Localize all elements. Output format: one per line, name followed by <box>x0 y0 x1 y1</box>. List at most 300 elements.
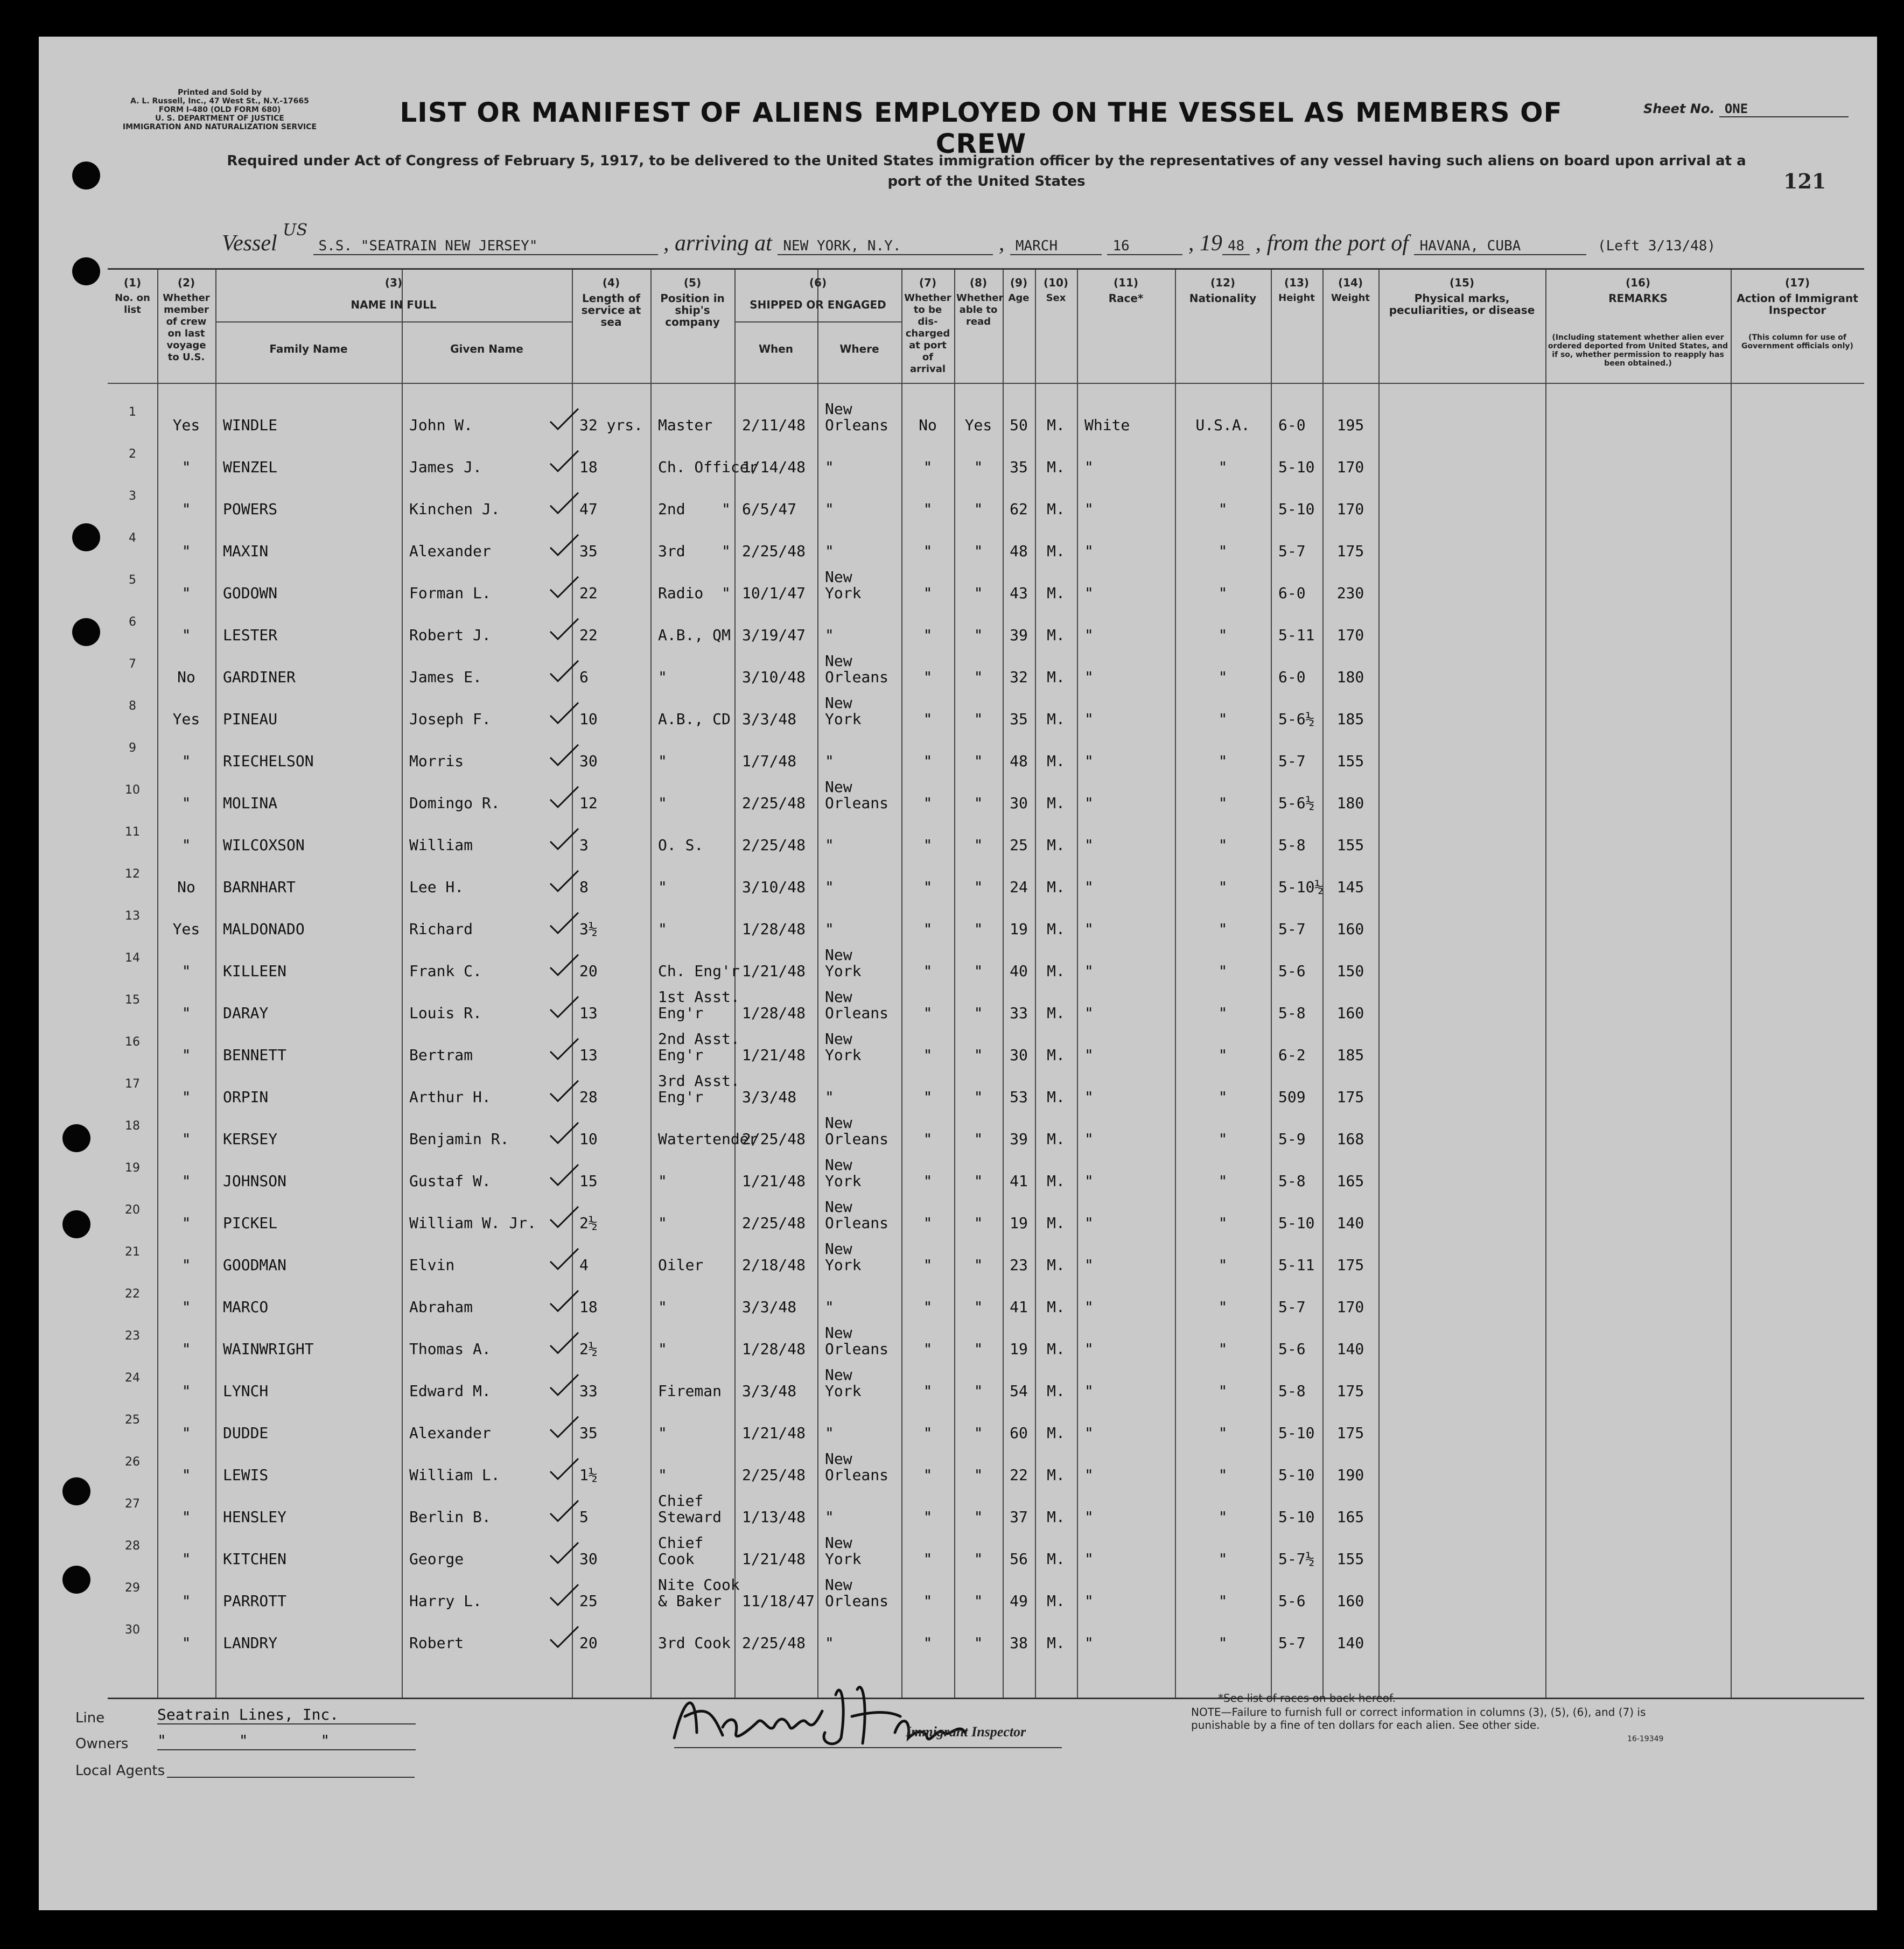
cell-height: 5-8 <box>1278 836 1306 854</box>
cell-given: Forman L. <box>409 584 491 602</box>
cell-race: " <box>1084 584 1094 602</box>
cell-nat: " <box>1218 626 1228 644</box>
cell-when: 1/7/48 <box>742 752 797 770</box>
cell-family: POWERS <box>223 500 278 518</box>
cell-prev: " <box>181 1088 191 1106</box>
cell-sex: M. <box>1047 500 1065 518</box>
column-number: (8) <box>969 276 988 289</box>
cell-read: " <box>974 1466 983 1484</box>
cell-where: New York <box>825 1156 862 1190</box>
cell-weight: 175 <box>1336 1382 1364 1400</box>
cell-height: 5-8 <box>1278 1382 1306 1400</box>
cell-when: 6/5/47 <box>742 500 797 518</box>
column-header: No. on list <box>115 292 150 316</box>
cell-race: " <box>1084 1214 1094 1232</box>
cell-height: 6-0 <box>1278 416 1306 434</box>
cell-service: 2½ <box>579 1214 598 1232</box>
imprint-line: A. L. Russell, Inc., 47 West St., N.Y.-17665 <box>130 97 309 106</box>
cell-weight: 170 <box>1336 500 1364 518</box>
cell-given: William W. Jr. <box>409 1214 537 1232</box>
cell-family: WILCOXSON <box>223 836 305 854</box>
cell-disch: " <box>923 1298 933 1316</box>
cell-age: 48 <box>1010 752 1028 770</box>
page-number: 121 <box>1783 169 1826 193</box>
check-mark-icon <box>548 1161 580 1188</box>
cell-given: Domingo R. <box>409 794 500 812</box>
row-number: 14 <box>125 951 140 965</box>
cell-when: 3/10/48 <box>742 668 806 686</box>
cell-service: 3½ <box>579 920 598 938</box>
cell-nat: " <box>1218 584 1228 602</box>
cell-disch: " <box>923 920 933 938</box>
cell-family: PICKEL <box>223 1214 278 1232</box>
vessel-label: Vessel <box>222 231 277 256</box>
cell-age: 30 <box>1010 794 1028 812</box>
agents-blank <box>167 1777 415 1778</box>
cell-position: Radio " <box>658 584 731 602</box>
cell-sex: M. <box>1047 920 1065 938</box>
column-divider <box>215 270 216 1698</box>
cell-family: JOHNSON <box>223 1172 287 1190</box>
manifest-sheet <box>39 37 1877 1910</box>
cell-weight: 140 <box>1336 1340 1364 1358</box>
cell-family: LYNCH <box>223 1382 269 1400</box>
column-divider <box>901 270 902 1698</box>
cell-height: 5-7 <box>1278 1298 1306 1316</box>
cell-prev: " <box>181 1424 191 1442</box>
cell-age: 25 <box>1010 836 1028 854</box>
cell-sex: M. <box>1047 1088 1065 1106</box>
cell-prev: Yes <box>172 710 200 728</box>
cell-nat: " <box>1218 1130 1228 1148</box>
cell-race: " <box>1084 1466 1094 1484</box>
cell-prev: " <box>181 1298 191 1316</box>
cell-family: GOODMAN <box>223 1256 287 1274</box>
cell-weight: 165 <box>1336 1172 1364 1190</box>
row-number: 28 <box>125 1539 140 1553</box>
cell-service: 13 <box>579 1004 598 1022</box>
cell-position: Master <box>658 416 713 434</box>
cell-disch: " <box>923 458 933 476</box>
check-mark-icon <box>548 489 580 516</box>
cell-position: 2nd " <box>658 500 731 518</box>
cell-family: BENNETT <box>223 1046 287 1064</box>
cell-sex: M. <box>1047 584 1065 602</box>
cell-weight: 180 <box>1336 668 1364 686</box>
cell-nat: " <box>1218 1004 1228 1022</box>
arrival-month: MARCH <box>1010 238 1102 255</box>
row-number: 19 <box>125 1161 140 1175</box>
check-mark-icon <box>548 615 580 642</box>
cell-given: Harry L. <box>409 1592 482 1610</box>
cell-family: WENZEL <box>223 458 278 476</box>
column-header: Physical marks, peculiarities, or disease <box>1389 292 1535 317</box>
cell-weight: 185 <box>1336 710 1364 728</box>
cell-family: GARDINER <box>223 668 296 686</box>
check-mark-icon <box>548 1035 580 1062</box>
cell-disch: " <box>923 962 933 980</box>
cell-age: 39 <box>1010 626 1028 644</box>
cell-position: 3rd Cook <box>658 1634 731 1652</box>
cell-race: " <box>1084 542 1094 560</box>
row-number: 10 <box>125 783 140 797</box>
cell-given: Bertram <box>409 1046 473 1064</box>
cell-height: 5-10 <box>1278 458 1315 476</box>
cell-when: 3/19/47 <box>742 626 806 644</box>
cell-race: " <box>1084 626 1094 644</box>
cell-race: " <box>1084 458 1094 476</box>
cell-where: New York <box>825 1030 862 1064</box>
cell-weight: 230 <box>1336 584 1364 602</box>
cell-read: " <box>974 458 983 476</box>
cell-race: " <box>1084 1256 1094 1274</box>
cell-where: " <box>825 836 834 854</box>
cell-read: " <box>974 962 983 980</box>
cell-nat: " <box>1218 962 1228 980</box>
cell-sex: M. <box>1047 1256 1065 1274</box>
cell-prev: " <box>181 626 191 644</box>
header-rule <box>108 383 1864 384</box>
cell-disch: " <box>923 752 933 770</box>
cell-position: Nite Cook & Baker <box>658 1576 740 1610</box>
cell-sex: M. <box>1047 836 1065 854</box>
cell-age: 35 <box>1010 458 1028 476</box>
cell-when: 1/21/48 <box>742 1550 806 1568</box>
cell-family: LEWIS <box>223 1466 269 1484</box>
column-divider <box>402 270 403 1698</box>
column-number: (4) <box>602 276 620 289</box>
cell-service: 15 <box>579 1172 598 1190</box>
column-header: REMARKS <box>1608 292 1668 305</box>
cell-where: " <box>825 1508 834 1526</box>
column-number: (6) <box>809 276 827 289</box>
cell-sex: M. <box>1047 458 1065 476</box>
cell-prev: " <box>181 1634 191 1652</box>
column-subheader: Family Name <box>269 342 348 355</box>
cell-race: White <box>1084 416 1130 434</box>
cell-family: WAINWRIGHT <box>223 1340 314 1358</box>
cell-family: MARCO <box>223 1298 269 1316</box>
cell-where: New York <box>825 1240 862 1274</box>
cell-prev: " <box>181 1466 191 1484</box>
cell-read: " <box>974 1214 983 1232</box>
cell-nat: " <box>1218 920 1228 938</box>
cell-read: " <box>974 1004 983 1022</box>
races-note: *See list of races on back hereof. <box>1218 1692 1396 1705</box>
cell-sex: M. <box>1047 1466 1065 1484</box>
cell-race: " <box>1084 1088 1094 1106</box>
column-divider <box>817 270 818 1698</box>
column-header: Whether member of crew on last voyage to U.S. <box>163 292 210 363</box>
cell-disch: " <box>923 836 933 854</box>
cell-age: 32 <box>1010 668 1028 686</box>
column-number: (17) <box>1784 276 1810 289</box>
cell-position: Ch. Officer <box>658 458 758 476</box>
cell-nat: " <box>1218 1634 1228 1652</box>
cell-read: " <box>974 1550 983 1568</box>
cell-service: 35 <box>579 542 598 560</box>
column-divider <box>1175 270 1176 1698</box>
cell-when: 2/25/48 <box>742 1130 806 1148</box>
cell-race: " <box>1084 1592 1094 1610</box>
cell-read: Yes <box>964 416 992 434</box>
row-number: 1 <box>129 405 136 419</box>
cell-race: " <box>1084 1172 1094 1190</box>
cell-given: Robert <box>409 1634 464 1652</box>
cell-sex: M. <box>1047 710 1065 728</box>
cell-sex: M. <box>1047 752 1065 770</box>
cell-height: 5-8 <box>1278 1172 1306 1190</box>
cell-nat: " <box>1218 1508 1228 1526</box>
cell-when: 3/3/48 <box>742 1382 797 1400</box>
row-number: 4 <box>129 531 136 545</box>
cell-age: 19 <box>1010 1340 1028 1358</box>
requirement-text: Required under Act of Congress of February 5, 1917, to be delivered to the United States immigration officer by the representatives of any vessel having such aliens on board upon arrival at a port of the United States <box>227 153 1746 190</box>
cell-service: 22 <box>579 626 598 644</box>
cell-when: 2/18/48 <box>742 1256 806 1274</box>
cell-position: 2nd Asst. Eng'r <box>658 1030 740 1064</box>
row-number: 20 <box>125 1203 140 1217</box>
cell-family: KITCHEN <box>223 1550 287 1568</box>
cell-nat: " <box>1218 836 1228 854</box>
check-mark-icon <box>548 1287 580 1314</box>
cell-disch: " <box>923 1172 933 1190</box>
cell-family: DARAY <box>223 1004 269 1022</box>
name-subheader-rule <box>215 321 572 323</box>
cell-position: " <box>658 878 667 896</box>
cell-weight: 160 <box>1336 1004 1364 1022</box>
column-number: (5) <box>683 276 702 289</box>
cell-race: " <box>1084 1382 1094 1400</box>
cell-prev: " <box>181 1046 191 1064</box>
cell-service: 3 <box>579 836 589 854</box>
cell-weight: 175 <box>1336 1088 1364 1106</box>
column-number: (9) <box>1010 276 1028 289</box>
column-divider <box>1003 270 1004 1698</box>
cell-read: " <box>974 1256 983 1274</box>
line-value: Seatrain Lines, Inc. <box>157 1706 416 1724</box>
column-divider <box>1545 270 1546 1698</box>
check-mark-icon <box>548 825 580 852</box>
cell-race: " <box>1084 1634 1094 1652</box>
column-divider <box>1035 270 1036 1698</box>
cell-position: " <box>658 1466 667 1484</box>
cell-height: 5-7 <box>1278 1634 1306 1652</box>
cell-disch: " <box>923 1214 933 1232</box>
cell-service: 13 <box>579 1046 598 1064</box>
column-subheader: When <box>758 342 794 355</box>
cell-service: 10 <box>579 710 598 728</box>
row-number: 16 <box>125 1035 140 1049</box>
cell-service: 6 <box>579 668 589 686</box>
cell-read: " <box>974 710 983 728</box>
cell-race: " <box>1084 1550 1094 1568</box>
check-mark-icon <box>548 1455 580 1482</box>
cell-given: Alexander <box>409 1424 491 1442</box>
check-mark-icon <box>548 783 580 810</box>
cell-age: 40 <box>1010 962 1028 980</box>
cell-age: 49 <box>1010 1592 1028 1610</box>
cell-position: " <box>658 1298 667 1316</box>
cell-prev: " <box>181 1004 191 1022</box>
cell-sex: M. <box>1047 1298 1065 1316</box>
cell-age: 19 <box>1010 1214 1028 1232</box>
cell-disch: " <box>923 1466 933 1484</box>
column-divider <box>1378 270 1380 1698</box>
from-port: HAVANA, CUBA <box>1414 238 1586 255</box>
cell-disch: " <box>923 500 933 518</box>
cell-service: 20 <box>579 1634 598 1652</box>
cell-when: 3/10/48 <box>742 878 806 896</box>
cell-height: 5-10 <box>1278 1508 1315 1526</box>
cell-weight: 175 <box>1336 1256 1364 1274</box>
cell-height: 5-7½ <box>1278 1550 1315 1568</box>
row-number: 27 <box>125 1497 140 1511</box>
cell-nat: " <box>1218 1046 1228 1064</box>
cell-position: O. S. <box>658 836 704 854</box>
column-number: (12) <box>1210 276 1236 289</box>
inspector-label: Immigrant Inspector <box>906 1724 1026 1740</box>
cell-prev: " <box>181 1256 191 1274</box>
cell-position: Watertender <box>658 1130 758 1148</box>
cell-when: 1/21/48 <box>742 962 806 980</box>
cell-where: New York <box>825 1534 862 1568</box>
row-number: 15 <box>125 993 140 1007</box>
cell-service: 2½ <box>579 1340 598 1358</box>
cell-position: " <box>658 668 667 686</box>
cell-position: Oiler <box>658 1256 704 1274</box>
row-number: 22 <box>125 1287 140 1301</box>
cell-nat: " <box>1218 752 1228 770</box>
imprint-line: U. S. DEPARTMENT OF JUSTICE <box>155 114 284 123</box>
punch-hole <box>62 1477 90 1505</box>
cell-when: 3/3/48 <box>742 1298 797 1316</box>
cell-when: 1/14/48 <box>742 458 806 476</box>
cell-nat: " <box>1218 500 1228 518</box>
cell-family: ORPIN <box>223 1088 269 1106</box>
cell-given: Arthur H. <box>409 1088 491 1106</box>
cell-disch: " <box>923 1340 933 1358</box>
check-mark-icon <box>548 1371 580 1398</box>
row-number: 18 <box>125 1119 140 1133</box>
cell-prev: " <box>181 752 191 770</box>
cell-age: 39 <box>1010 1130 1028 1148</box>
cell-when: 1/13/48 <box>742 1508 806 1526</box>
cell-position: Fireman <box>658 1382 722 1400</box>
cell-weight: 140 <box>1336 1214 1364 1232</box>
cell-height: 5-10½ <box>1278 878 1324 896</box>
check-mark-icon <box>548 1623 580 1650</box>
cell-given: Benjamin R. <box>409 1130 509 1148</box>
cell-age: 48 <box>1010 542 1028 560</box>
column-number: (1) <box>123 276 142 289</box>
cell-position: " <box>658 794 667 812</box>
cell-read: " <box>974 1634 983 1652</box>
cell-given: Berlin B. <box>409 1508 491 1526</box>
cell-nat: " <box>1218 1382 1228 1400</box>
cell-position: Chief Cook <box>658 1534 704 1568</box>
sheet-value: ONE <box>1719 101 1849 117</box>
cell-race: " <box>1084 794 1094 812</box>
check-mark-icon <box>548 447 580 474</box>
row-number: 23 <box>125 1329 140 1343</box>
cell-sex: M. <box>1047 1382 1065 1400</box>
cell-height: 6-2 <box>1278 1046 1306 1064</box>
cell-height: 5-6½ <box>1278 794 1315 812</box>
cell-prev: " <box>181 1508 191 1526</box>
cell-service: 30 <box>579 1550 598 1568</box>
cell-age: 33 <box>1010 1004 1028 1022</box>
cell-disch: No <box>919 416 937 434</box>
cell-weight: 180 <box>1336 794 1364 812</box>
column-header: Age <box>1008 292 1030 304</box>
cell-disch: " <box>923 1088 933 1106</box>
cell-prev: No <box>177 878 195 896</box>
check-mark-icon <box>548 531 580 558</box>
cell-age: 38 <box>1010 1634 1028 1652</box>
cell-service: 18 <box>579 1298 598 1316</box>
cell-disch: " <box>923 794 933 812</box>
cell-family: DUDDE <box>223 1424 269 1442</box>
column-number: (13) <box>1284 276 1310 289</box>
column-header: Race* <box>1108 292 1144 305</box>
cell-read: " <box>974 500 983 518</box>
cell-given: George <box>409 1550 464 1568</box>
cell-sex: M. <box>1047 1634 1065 1652</box>
punch-hole <box>62 1124 90 1152</box>
cell-prev: " <box>181 1130 191 1148</box>
arrival-day: 16 <box>1107 238 1182 255</box>
cell-family: WINDLE <box>223 416 278 434</box>
cell-where: " <box>825 878 834 896</box>
cell-disch: " <box>923 1424 933 1442</box>
cell-service: 22 <box>579 584 598 602</box>
cell-nat: " <box>1218 878 1228 896</box>
cell-race: " <box>1084 1298 1094 1316</box>
column-header: Position in ship's company <box>660 292 725 328</box>
cell-nat: " <box>1218 1424 1228 1442</box>
cell-read: " <box>974 836 983 854</box>
cell-weight: 170 <box>1336 1298 1364 1316</box>
cell-sex: M. <box>1047 668 1065 686</box>
cell-where: New Orleans <box>825 1114 889 1148</box>
cell-weight: 160 <box>1336 1592 1364 1610</box>
cell-weight: 168 <box>1336 1130 1364 1148</box>
column-header: Weight <box>1331 292 1370 304</box>
cell-where: " <box>825 542 834 560</box>
cell-service: 33 <box>579 1382 598 1400</box>
cell-when: 1/21/48 <box>742 1172 806 1190</box>
cell-when: 2/25/48 <box>742 542 806 560</box>
cell-weight: 155 <box>1336 1550 1364 1568</box>
cell-nat: " <box>1218 1172 1228 1190</box>
cell-read: " <box>974 878 983 896</box>
cell-when: 1/21/48 <box>742 1046 806 1064</box>
cell-weight: 160 <box>1336 920 1364 938</box>
arriving-label: , arriving at <box>663 231 772 256</box>
cell-given: Abraham <box>409 1298 473 1316</box>
inspector-signature <box>663 1673 1073 1759</box>
cell-read: " <box>974 1088 983 1106</box>
cell-where: New York <box>825 946 862 980</box>
cell-age: 54 <box>1010 1382 1028 1400</box>
cell-family: HENSLEY <box>223 1508 287 1526</box>
cell-service: 1½ <box>579 1466 598 1484</box>
column-number: (14) <box>1338 276 1363 289</box>
cell-service: 5 <box>579 1508 589 1526</box>
cell-age: 23 <box>1010 1256 1028 1274</box>
cell-nat: " <box>1218 1214 1228 1232</box>
